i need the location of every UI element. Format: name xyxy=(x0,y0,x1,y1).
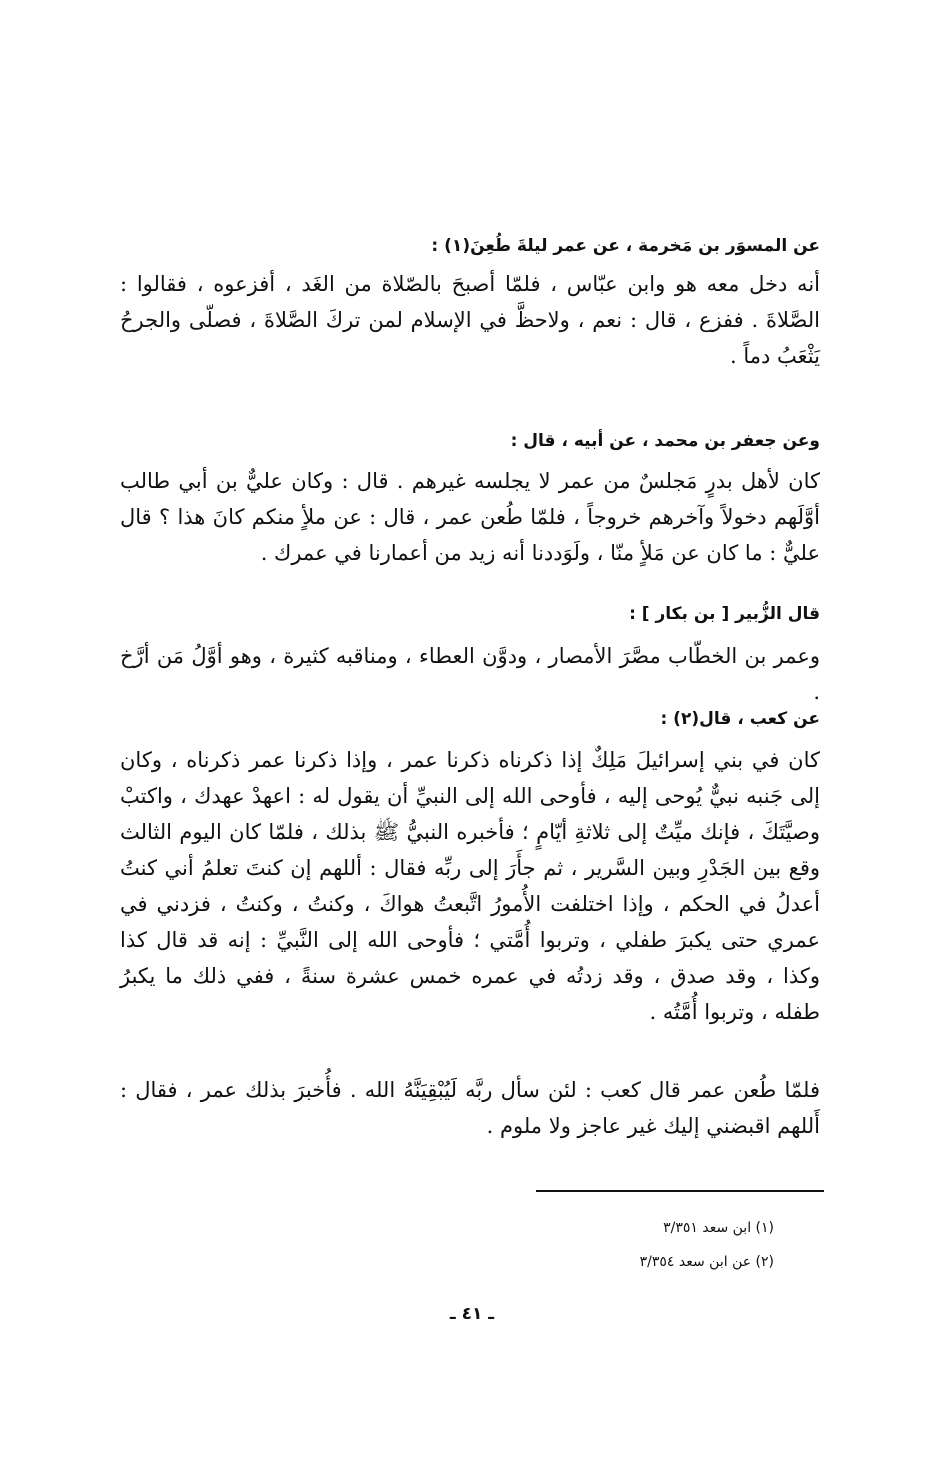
page-number: ـ ٤١ ـ xyxy=(449,1304,495,1324)
section-heading-1: عن المسوَر بن مَخرمة ، عن عمر ليلةَ طُعِنَ(١) : xyxy=(431,236,820,256)
section-heading-4: عن كعب ، قال(٢) : xyxy=(660,709,820,729)
section-heading-2: وعن جعفر بن محمد ، عن أبيه ، قال : xyxy=(510,431,820,451)
section-body-1: أنه دخل معه هو وابن عبّاس ، فلمّا أصبحَ بالصّلاة من الغَد ، أفزعوه ، فقالوا : الصَّلاةَ . ففزع ، قال : نعم ، ولاحظَّ في الإسلام لمن تركَ الصَّلاةَ ، فصلّى والجرحُ يَثْعَبُ دماً . xyxy=(120,272,820,368)
footnote-2: (٢) عن ابن سعد ٣/٣٥٤ xyxy=(639,1254,774,1270)
section-heading-3: قال الزُّبير [ بن بكار ] : xyxy=(629,604,820,624)
footnote-divider xyxy=(536,1190,824,1192)
section-body-2: كان لأهل بدرٍ مَجلسٌ من عمر لا يجلسه غيرهم . قال : وكان عليٌّ بن أبي طالب أوَّلَهم دخولاً وآخرهم خروجاً ، فلمّا طُعن عمر ، قال : عن ملأٍ منكم كانَ هذا ؟ قال عليٌّ : ما كان عن مَلأٍ منّا ، ولَوَددنا أنه زيد من أعمارنا في عمرك . xyxy=(120,469,820,565)
section-body-4b: فلمّا طُعن عمر قال كعب : لئن سأل ربَّه لَيُبْقِيَنَّهُ الله . فأُخبرَ بذلك عمر ، فقال : أَللهم اقبضني إليك غير عاجز ولا ملوم . xyxy=(120,1078,820,1138)
section-body-4: كان في بني إسرائيلَ مَلِكٌ إذا ذكرناه ذكرنا عمر ، وإذا ذكرنا عمر ذكرناه ، وكان إلى جَنبه نبيٌّ يُوحى إليه ، فأوحى الله إلى النبيِّ أن يقول له : اعهدْ عهدك ، واكتبْ وصيَّتَكَ ، فإنك ميِّتٌ إلى ثلاثةِ أيّامٍ ؛ فأخبره النبيُّ ﷺ بذلك ، فلمّا كان اليوم الثالث وقع بين الجَدْرِ وبين السَّرير ، ثم جأَرَ إلى ربِّه فقال : أللهم إن كنتَ تعلمُ أني كنتُ أعدلُ في الحكم ، وإذا اختلفت الأُمورُ اتَّبعتُ هواكَ ، وكنتُ ، وكنتُ ، فزدني في عمري حتى يكبرَ طفلي ، وتربوا أُمَّتي ؛ فأوحى الله إلى النَّبيِّ : إنه قد قال كذا وكذا ، وقد صدق ، وقد زدتُه في عمره خمس عشرة سنةً ، ففي ذلك ما يكبرُ طفله ، وتربوا أُمَّتُه . xyxy=(120,748,820,1024)
section-body-3: وعمر بن الخطّاب مصَّرَ الأمصار ، ودوَّن العطاء ، ومناقبه كثيرة ، وهو أوَّلُ مَن أرَّخ . xyxy=(120,644,820,704)
footnote-1: (١) ابن سعد ٣/٣٥١ xyxy=(663,1220,774,1236)
